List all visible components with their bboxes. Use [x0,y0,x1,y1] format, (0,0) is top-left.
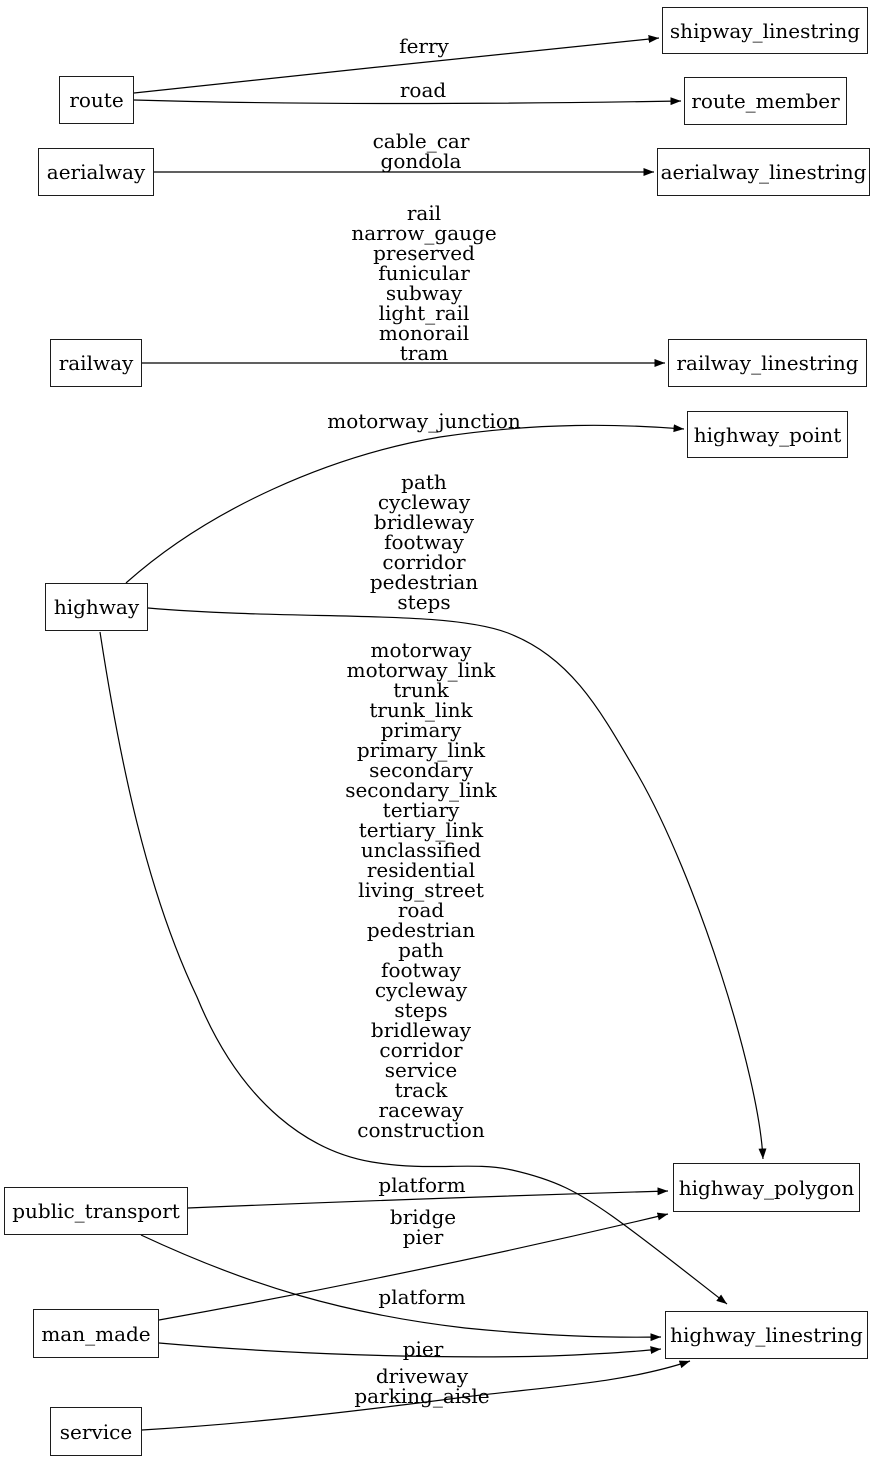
node-route_member: route_member [684,77,847,125]
edge-label-highway-highway_linestring: motorway motorway_link trunk trunk_link primary primary_link secondary secondary_link tertiary tertiary_link unclassified residential living_street road pedestrian path footway cycleway steps bridleway corridor service track raceway construction [345,638,497,1142]
edge-label-aerialway-aerialway_linestring: cable_car gondola [372,129,470,173]
edge-label-highway-highway_point: motorway_junction [327,409,521,433]
edge-label-route-route_member: road [399,78,447,102]
edge-label-man_made-highway_linestring: pier [402,1337,444,1361]
edge-label-highway-highway_polygon: path cycleway bridleway footway corridor pedestrian steps [369,470,479,614]
edge-route-shipway_linestring [134,34,659,93]
node-highway_polygon: highway_polygon [673,1163,860,1212]
node-highway_linestring: highway_linestring [665,1311,868,1359]
node-highway: highway [45,583,148,631]
node-aerialway_linestring: aerialway_linestring [657,148,870,196]
edge-label-public_transport-highway_linestring: platform [378,1285,466,1309]
edge-label-public_transport-highway_polygon: platform [378,1173,466,1197]
edge-label-service-highway_linestring: driveway parking_aisle [354,1364,490,1408]
node-public_transport: public_transport [4,1187,188,1235]
node-railway: railway [50,339,142,387]
node-aerialway: aerialway [38,148,154,196]
node-man_made: man_made [33,1309,159,1358]
node-service: service [50,1407,142,1456]
edge-label-railway-railway_linestring: rail narrow_gauge preserved funicular subway light_rail monorail tram [351,201,497,365]
node-route: route [59,76,134,124]
edge-label-route-shipway_linestring: ferry [399,34,449,58]
edge-label-man_made-highway_polygon: bridge pier [389,1205,457,1249]
node-highway_point: highway_point [687,411,848,458]
node-shipway_linestring: shipway_linestring [662,7,868,54]
node-railway_linestring: railway_linestring [668,339,867,387]
